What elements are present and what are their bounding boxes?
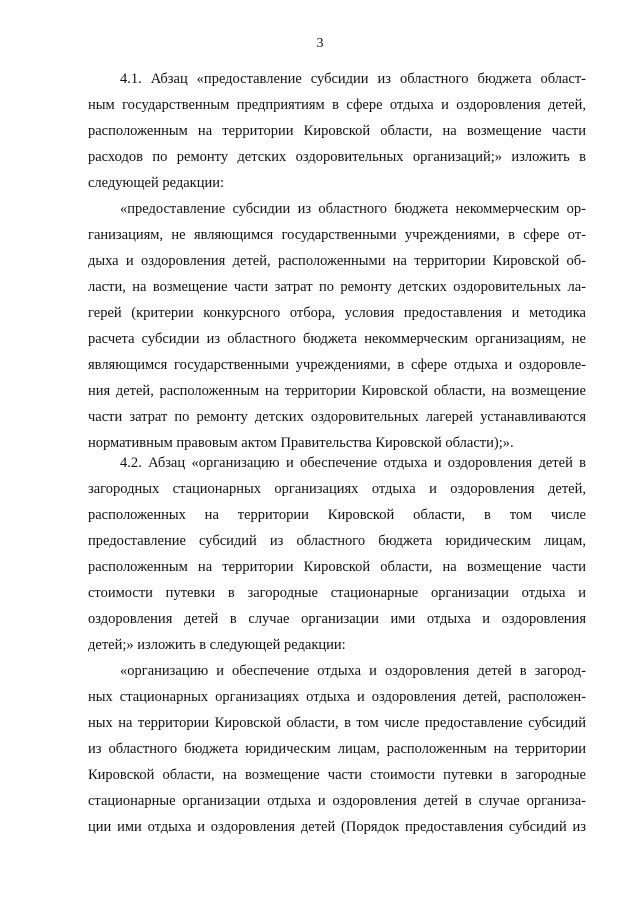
text-line: «предоставление субсидии из областного бюджета некоммерческим ор- [120,201,586,217]
text-line: части затрат по ремонту детских оздоровительных лагерей устанавливаются [88,409,586,425]
text-line: стационарные организации отдыха и оздоровления детей в случае организа- [88,793,586,809]
text-line: стоимости путевки в загородные стационарные организации отдыха и [88,585,586,601]
text-line: предоставление субсидий из областного бюджета юридическим лицам, [88,533,586,549]
text-line: расположенным на территории Кировской области, на возмещение части [88,559,586,575]
text-line: ганизациям, не являющимся государственными учреждениями, в сфере от- [88,227,586,243]
text-line: ных стационарных организациях отдыха и оздоровления детей, расположен- [88,689,586,705]
text-line: нормативным правовым актом Правительства Кировской области);». [88,435,514,451]
text-line: дыха и оздоровления детей, расположенными на территории Кировской об- [88,253,586,269]
text-line: расчета субсидии из областного бюджета некоммерческим организациям, не [88,331,586,347]
text-line: герей (критерии конкурсного отбора, условия предоставления и методика [88,305,586,321]
paragraph-4-2-new-wording [88,658,586,840]
text-line: ным государственным предприятиям в сфере отдыха и оздоровления детей, [88,97,586,113]
text-line: ных на территории Кировской области, в том числе предоставление субсидий [88,715,586,731]
text-line: расположенным на территории Кировской области, на возмещение части [88,123,586,139]
text-line: ния детей, расположенным на территории Кировской области, на возмещение [88,383,586,399]
paragraph-4-1-new-wording [88,196,586,456]
text-line: 4.2. Абзац «организацию и обеспечение отдыха и оздоровления детей в [120,455,586,471]
text-line: детей;» изложить в следующей редакции: [88,637,346,653]
text-line: Кировской области, на возмещение части стоимости путевки в загородные [88,767,586,783]
text-line: ции ими отдыха и оздоровления детей (Порядок предоставления субсидий из [88,819,586,835]
text-line: загородных стационарных организациях отдыха и оздоровления детей, [88,481,586,497]
text-line: расположенных на территории Кировской области, в том числе [88,507,586,523]
text-line: ласти, на возмещение части затрат по ремонту детских оздоровительных ла- [88,279,586,295]
text-line: «организацию и обеспечение отдыха и оздоровления детей в загород- [120,663,586,679]
text-line: расходов по ремонту детских оздоровительных организаций;» изложить в [88,149,586,165]
paragraph-4-2 [88,450,586,658]
page-number: 3 [316,36,324,51]
text-line: являющимся государственными учреждениями, в сфере отдыха и оздоровле- [88,357,586,373]
text-line: 4.1. Абзац «предоставление субсидии из областного бюджета област- [120,71,586,87]
text-line: следующей редакции: [88,175,225,191]
paragraph-4-1 [88,66,586,196]
text-line: оздоровления детей в случае организации ими отдыха и оздоровления [88,611,586,627]
text-line: из областного бюджета юридическим лицам, расположенным на территории [88,741,586,757]
